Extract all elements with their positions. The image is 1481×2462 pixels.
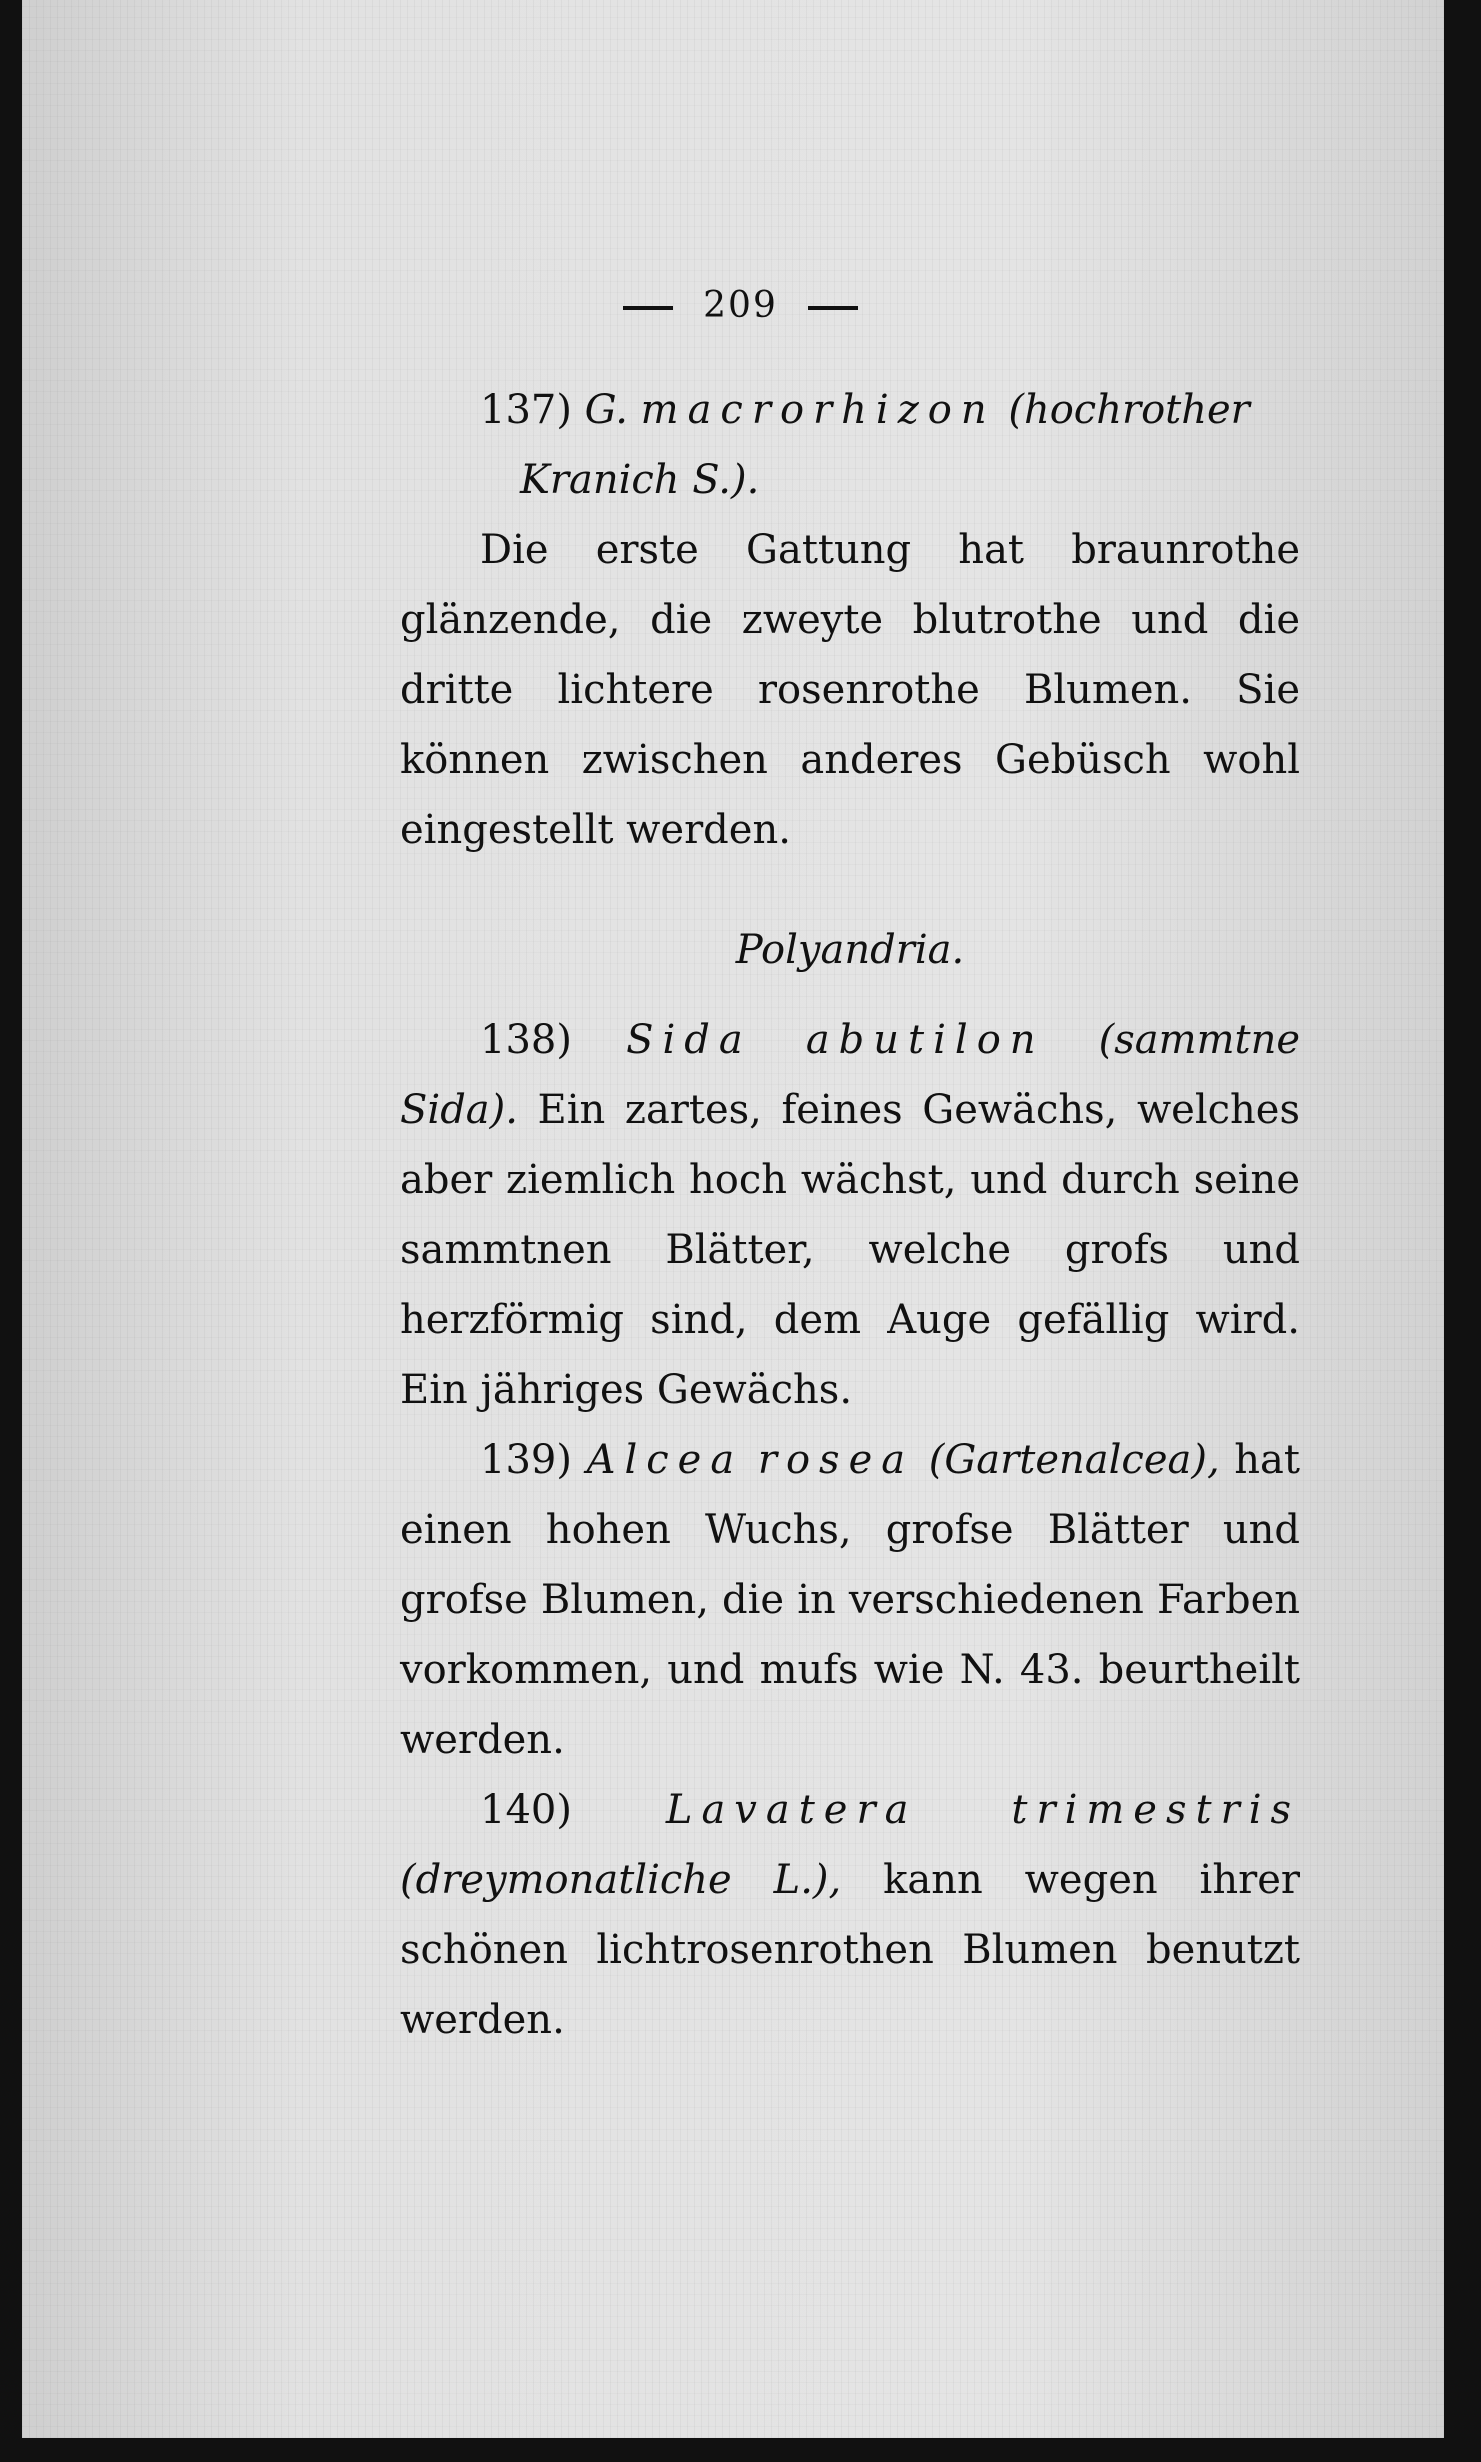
dash-left	[623, 306, 673, 310]
entry-species: rosea	[757, 1437, 915, 1483]
entry-137-title	[400, 375, 1300, 515]
entry-common-name: (Gartenalcea),	[928, 1437, 1220, 1483]
entry-number: 137)	[480, 387, 572, 433]
entry-common-name: (sammtne Sida).	[400, 1017, 1301, 1133]
entry-genus: Sida	[626, 1017, 752, 1063]
entry-common-name: (dreymonatliche L.),	[400, 1857, 842, 1903]
entry-species: macrorhizon	[640, 387, 996, 433]
body-text	[400, 375, 1300, 2055]
page-number	[0, 285, 1481, 326]
entry-species: trimestris	[1011, 1787, 1301, 1833]
entry-138	[400, 1005, 1300, 1425]
entry-number: 138)	[480, 1017, 572, 1063]
section-heading: Polyandria.	[735, 927, 965, 973]
dash-right	[808, 306, 858, 310]
entry-137-text: Die erste Gattung hat braunrothe glänzende, die zweyte blutrothe und die dritte lichtere rosenrothe Blumen. Sie können zwischen anderes Gebüsch wohl eingestellt werden.	[400, 527, 1300, 853]
entry-number: 140)	[480, 1787, 572, 1833]
entry-genus: G.	[584, 387, 628, 433]
entry-139	[400, 1425, 1300, 1775]
entry-text: hat einen hohen Wuchs, grofse Blätter und grofse Blumen, die in verschiedenen Farben vorkommen, und mufs wie N. 43. beurtheilt werden.	[400, 1437, 1300, 1763]
entry-text: Ein zartes, feines Gewächs, welches aber ziemlich hoch wächst, und durch seine sammtnen Blätter, welche grofs und herzförmig sind, dem Auge gefällig wird. Ein jähriges Gewächs.	[400, 1087, 1301, 1413]
entry-common-name-cont: Kranich S.).	[520, 457, 760, 503]
entry-genus: Alcea	[586, 1437, 744, 1483]
entry-common-name: (hochrother	[1008, 387, 1250, 433]
entry-number: 139)	[480, 1437, 572, 1483]
entry-140	[400, 1775, 1300, 2055]
entry-genus: Lavatera	[665, 1787, 918, 1833]
entry-text: kann wegen ihrer schönen lichtrosenrothen Blumen benutzt werden.	[400, 1857, 1301, 2043]
entry-species: abutilon	[805, 1017, 1045, 1063]
page-number-text: 209	[703, 285, 778, 326]
